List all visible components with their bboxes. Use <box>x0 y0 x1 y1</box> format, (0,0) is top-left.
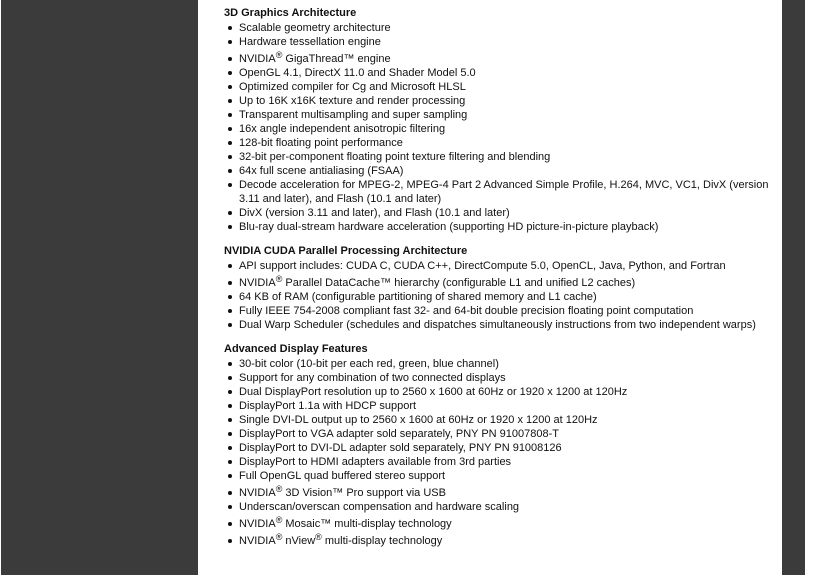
feature-item: NVIDIA® 3D Vision™ Pro support via USB <box>224 483 774 500</box>
feature-item: Optimized compiler for Cg and Microsoft HLSL <box>224 80 774 94</box>
section-title: NVIDIA CUDA Parallel Processing Architecture <box>224 245 468 257</box>
feature-item: Decode acceleration for MPEG-2, MPEG-4 Part 2 Advanced Simple Profile, H.264, MVC, VC1, DivX (version 3.11 and later), and Flash (10.1 and later) <box>224 178 774 206</box>
section-cuda <box>224 244 774 332</box>
feature-item: DisplayPort 1.1a with HDCP support <box>224 399 774 413</box>
section-display <box>224 342 774 548</box>
feature-item: Transparent multisampling and super sampling <box>224 108 774 122</box>
right-background-panel <box>782 0 805 575</box>
section-3d-graphics <box>224 6 774 234</box>
feature-item: Support for any combination of two connected displays <box>224 371 774 385</box>
feature-list <box>224 357 774 548</box>
left-background-panel <box>1 0 198 575</box>
feature-item: 128-bit floating point performance <box>224 136 774 150</box>
feature-item: Underscan/overscan compensation and hardware scaling <box>224 500 774 514</box>
feature-item: NVIDIA® Parallel DataCache™ hierarchy (configurable L1 and unified L2 caches) <box>224 273 774 290</box>
feature-item: Scalable geometry architecture <box>224 21 774 35</box>
feature-item: Single DVI-DL output up to 2560 x 1600 at 60Hz or 1920 x 1200 at 120Hz <box>224 413 774 427</box>
feature-item: DivX (version 3.11 and later), and Flash (10.1 and later) <box>224 206 774 220</box>
section-title: Advanced Display Features <box>224 343 368 355</box>
feature-list <box>224 259 774 332</box>
feature-item: Up to 16K x16K texture and render processing <box>224 94 774 108</box>
feature-item: NVIDIA® Mosaic™ multi-display technology <box>224 514 774 531</box>
feature-item: 30-bit color (10-bit per each red, green, blue channel) <box>224 357 774 371</box>
feature-item: Dual Warp Scheduler (schedules and dispatches simultaneously instructions from two independent warps) <box>224 318 774 332</box>
feature-item: 16x angle independent anisotropic filtering <box>224 122 774 136</box>
feature-item: 64 KB of RAM (configurable partitioning of shared memory and L1 cache) <box>224 290 774 304</box>
feature-list <box>224 21 774 234</box>
spec-content <box>224 6 774 558</box>
feature-item: NVIDIA® GigaThread™ engine <box>224 49 774 66</box>
feature-item: DisplayPort to DVI-DL adapter sold separately, PNY PN 91008126 <box>224 441 774 455</box>
feature-item: OpenGL 4.1, DirectX 11.0 and Shader Model 5.0 <box>224 66 774 80</box>
feature-item: NVIDIA® nView® multi-display technology <box>224 531 774 548</box>
feature-item: Fully IEEE 754-2008 compliant fast 32- and 64-bit double precision floating point computation <box>224 304 774 318</box>
feature-item: 64x full scene antialiasing (FSAA) <box>224 164 774 178</box>
feature-item: DisplayPort to HDMI adapters available from 3rd parties <box>224 455 774 469</box>
section-title: 3D Graphics Architecture <box>224 7 357 19</box>
feature-item: API support includes: CUDA C, CUDA C++, DirectCompute 5.0, OpenCL, Java, Python, and Fortran <box>224 259 774 273</box>
feature-item: Hardware tessellation engine <box>224 35 774 49</box>
feature-item: Full OpenGL quad buffered stereo support <box>224 469 774 483</box>
feature-item: 32-bit per-component floating point texture filtering and blending <box>224 150 774 164</box>
feature-item: Blu-ray dual-stream hardware acceleration (supporting HD picture-in-picture playback) <box>224 220 774 234</box>
feature-item: DisplayPort to VGA adapter sold separately, PNY PN 91007808-T <box>224 427 774 441</box>
feature-item: Dual DisplayPort resolution up to 2560 x 1600 at 60Hz or 1920 x 1200 at 120Hz <box>224 385 774 399</box>
